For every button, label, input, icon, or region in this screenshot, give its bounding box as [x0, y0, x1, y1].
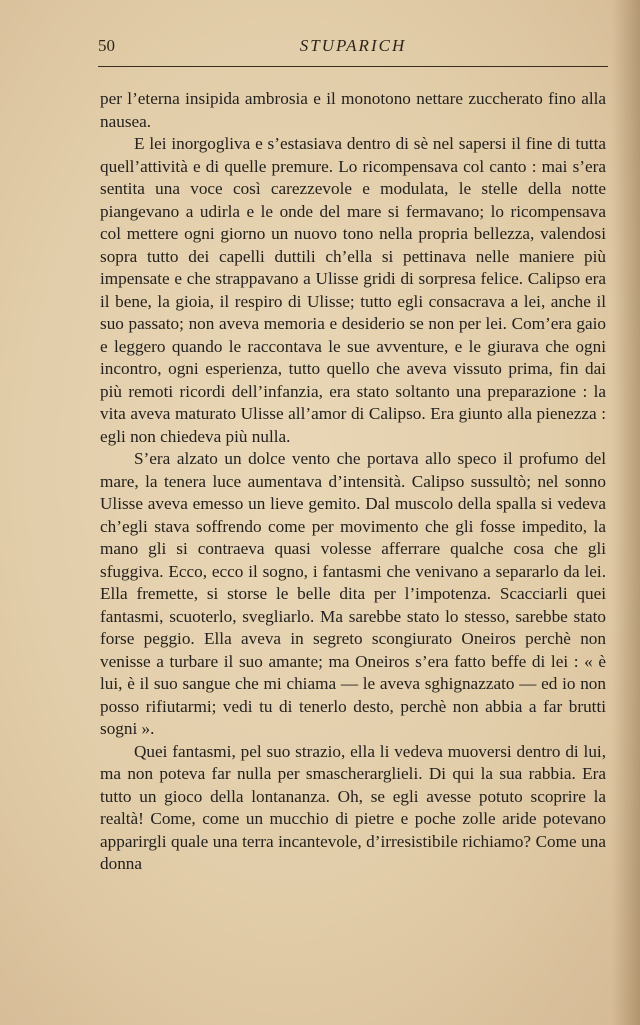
body-text [100, 88, 606, 876]
running-title: STUPARICH [299, 36, 407, 55]
paragraph: Quei fantasmi, pel suo strazio, ella li vedeva muoversi dentro di lui, ma non poteva far nulla per smascherarglieli. Di qui la sua rabbia. Era tutto un gioco della lontananza. Oh, se egli avesse potuto scoprire la realtà! Come, come un mucchio di pietre e poche zolle aride potevano apparirgli quale una terra incantevole, d’irresistibile richiamo? Come una donna [100, 741, 606, 873]
paragraph: S’era alzato un dolce vento che portava allo speco il profumo del mare, la tenera luce aumentava d’intensità. Calipso sussultò; nel sonno Ulisse aveva emesso un lieve gemito. Dal muscolo della spalla si vedeva ch’egli stava soffrendo come per movimento che gli fosse impedito, la mano gli si contraeva quasi volesse afferrare qualche cosa che gli sfuggiva. Ecco, ecco il sogno, i fantasmi che venivano a separarlo da lei. Ella fremette, si storse le belle dita per l’impotenza. Scacciarli quei fantasmi, scuoterlo, svegliarlo. Ma sarebbe stato lo stesso, sarebbe stato forse peggio. Ella aveva in segreto scongiurato Oneiros perchè non venisse a turbare il suo amante; ma Oneiros s’era fatto beffe di lei : « è lui, è il suo sangue che mi chiama — le aveva sghignazzato — ed io non posso rifiutarmi; vedi tu di tenerlo desto, perchè non abbia a far brutti sogni ». [100, 449, 606, 738]
page-number: 50 [98, 36, 115, 55]
paragraph: per l’eterna insipida ambrosia e il monotono nettare zuccherato fino alla nausea. [100, 89, 606, 131]
page-header [96, 34, 610, 60]
paragraph: E lei inorgogliva e s’estasiava dentro di sè nel sapersi il fine di tutta quell’attività e di quelle premure. Lo ricompensava col canto : mai s’era sentita una voce così carezzevole e modulata, le stelle della notte piangevano a udirla e le onde del mare si fermavano; lo ricompensava col mettere ogni giorno un nuovo tono nella propria bellezza, valendosi sopra tutto dei capelli duttili ch’ella si pettinava nelle maniere più impensate e che strappavano a Ulisse gridi di sorpresa felice. Calipso era il bene, la gioia, il respiro di Ulisse; tutto egli consacrava a lei, anche il suo passato; non aveva memoria e desiderio se non per lei. Com’era gaio e leggero quando le raccontava le sue avventure, e le giurava che ogni incontro, ogni esperienza, tutto quello che aveva vissuto prima, fin dai più remoti ricordi dell’infanzia, era stato soltanto una preparazione : la vita aveva maturato Ulisse all’amor di Calipso. Era giunto alla pienezza : egli non chiedeva più nulla. [100, 134, 606, 446]
header-rule [98, 66, 608, 67]
